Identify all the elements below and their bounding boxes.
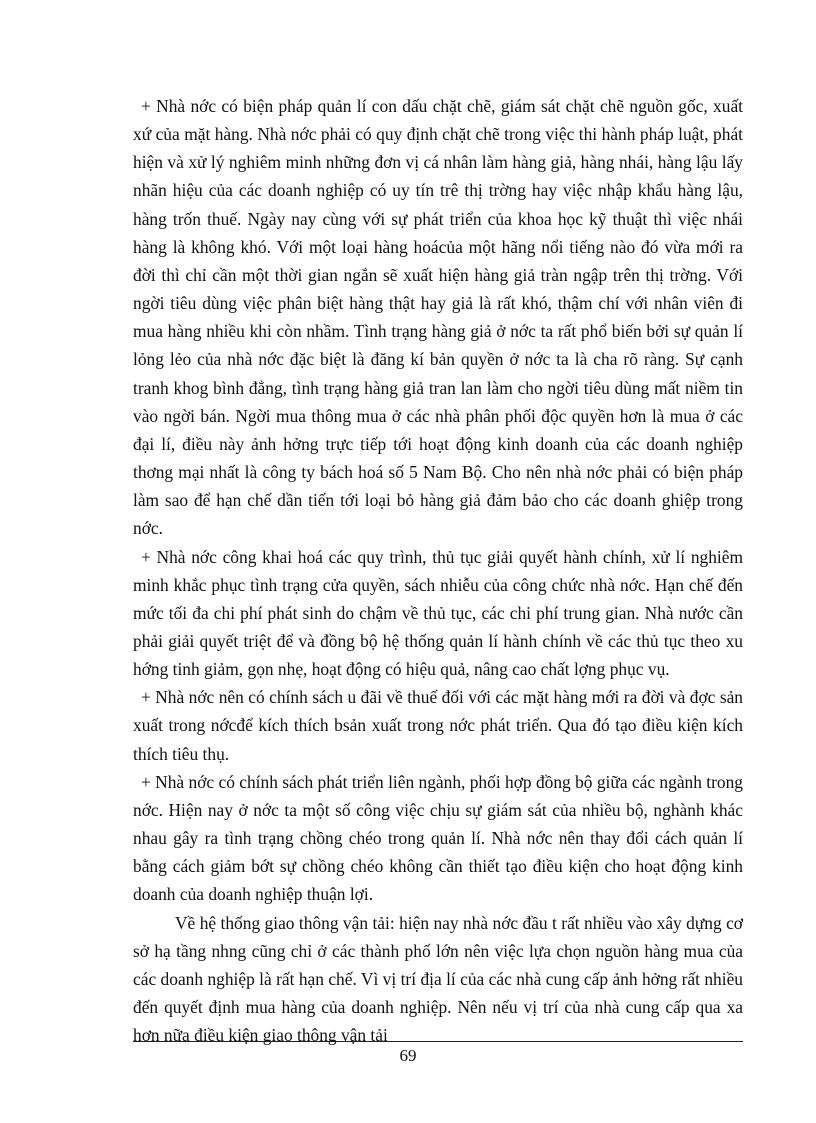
footer-divider bbox=[133, 1041, 743, 1042]
paragraph-tax-incentives: + Nhà nớc nên có chính sách u đãi về thuế đối với các mặt hàng mới ra đời và đợc sản xuất trong nớcđể kích thích bsản xuất trong nớc phát triển. Qua đó tạo điều kiện kích thích tiêu thụ. bbox=[133, 687, 743, 764]
page-body bbox=[133, 92, 743, 1049]
paragraph-counterfeit-control: + Nhà nớc có biện pháp quản lí con dấu chặt chẽ, giám sát chặt chẽ nguồn gốc, xuất xứ của mặt hàng. Nhà nớc phải có quy định chặt chẽ trong việc thi hành pháp luật, phát hiện và xử lý nghiêm minh những đơn vị cá nhân làm hàng giả, hàng nhái, hàng lậu lấy nhãn hiệu của các doanh nghiệp có uy tín trê thị trờng hay việc nhập khẩu hàng lậu, hàng trốn thuế. Ngày nay cùng với sự phát triển của khoa học kỹ thuật thì việc nhái hàng là không khó. Với một loại hàng hoácủa một hãng nổi tiếng nào đó vừa mới ra đời thì chỉ cần một thời gian ngắn sẽ xuất hiện hàng giả tràn ngập trên thị trờng. Với ngời tiêu dùng việc phân biệt hàng thật hay giả là rất khó, thậm chí với nhân viên đi mua hàng nhiều khi còn nhầm. Tình trạng hàng giả ở nớc ta rất phổ biến bởi sự quản lí lỏng lẻo của nhà nớc đặc biệt là đăng kí bản quyền ở nớc ta là cha rõ ràng. Sự cạnh tranh khog bình đẳng, tình trạng hàng giả tran lan làm cho ngời tiêu dùng mất niềm tin vào ngời bán. Ngời mua thông mua ở các nhà phân phối độc quyền hơn là mua ở các đại lí, điều này ảnh hởng trực tiếp tới hoạt động kinh doanh của các doanh nghiệp thơng mại nhất là công ty bách hoá số 5 Nam Bộ. Cho nên nhà nớc phải có biện pháp làm sao để hạn chế dần tiến tới loại bỏ hàng giả đảm bảo cho các doanh ghiệp trong nớc. bbox=[133, 96, 743, 539]
paragraph-administrative-procedures: + Nhà nớc công khai hoá các quy trình, thủ tục giải quyết hành chính, xử lí nghiêm minh khắc phục tình trạng cửa quyền, sách nhiễu của công chức nhà nớc. Hạn chế đến mức tối đa chi phí phát sinh do chậm về thủ tục, các chi phí trung gian. Nhà nước cần phải giải quyết triệt để và đồng bộ hệ thống quản lí hành chính về các thủ tục theo xu hớng tinh giảm, gọn nhẹ, hoạt động có hiệu quả, nâng cao chất lợng phục vụ. bbox=[133, 546, 743, 680]
paragraph-transport-system: Về hệ thống giao thông vận tải: hiện nay nhà nớc đầu t rất nhiều vào xây dựng cơ sở hạ tầng nhng cũng chỉ ở các thành phố lớn nên việc lựa chọn nguồn hàng mua của các doanh nghiệp là rất hạn chế. Vì vị trí địa lí của các nhà cung cấp ảnh hởng rất nhiều đến quyết định mua hàng của doanh nghiệp. Nên nếu vị trí của nhà cung cấp qua xa hơn nữa điều kiện giao thông vận tải bbox=[133, 912, 743, 1046]
page-number: 69 bbox=[399, 1046, 417, 1065]
paragraph-interdepartmental-coordination: + Nhà nớc có chính sách phát triển liên ngành, phối hợp đồng bộ giữa các ngành trong nớc. Hiện nay ở nớc ta một số công việc chịu sự giám sát của nhiều bộ, nghành khác nhau gây ra tình trạng chồng chéo trong quản lí. Nhà nớc nên thay đổi cách quản lí bằng cách giảm bớt sự chồng chéo không cần thiết tạo điều kiện cho hoạt động kinh doanh của doanh nghiệp thuận lợi. bbox=[133, 771, 743, 905]
